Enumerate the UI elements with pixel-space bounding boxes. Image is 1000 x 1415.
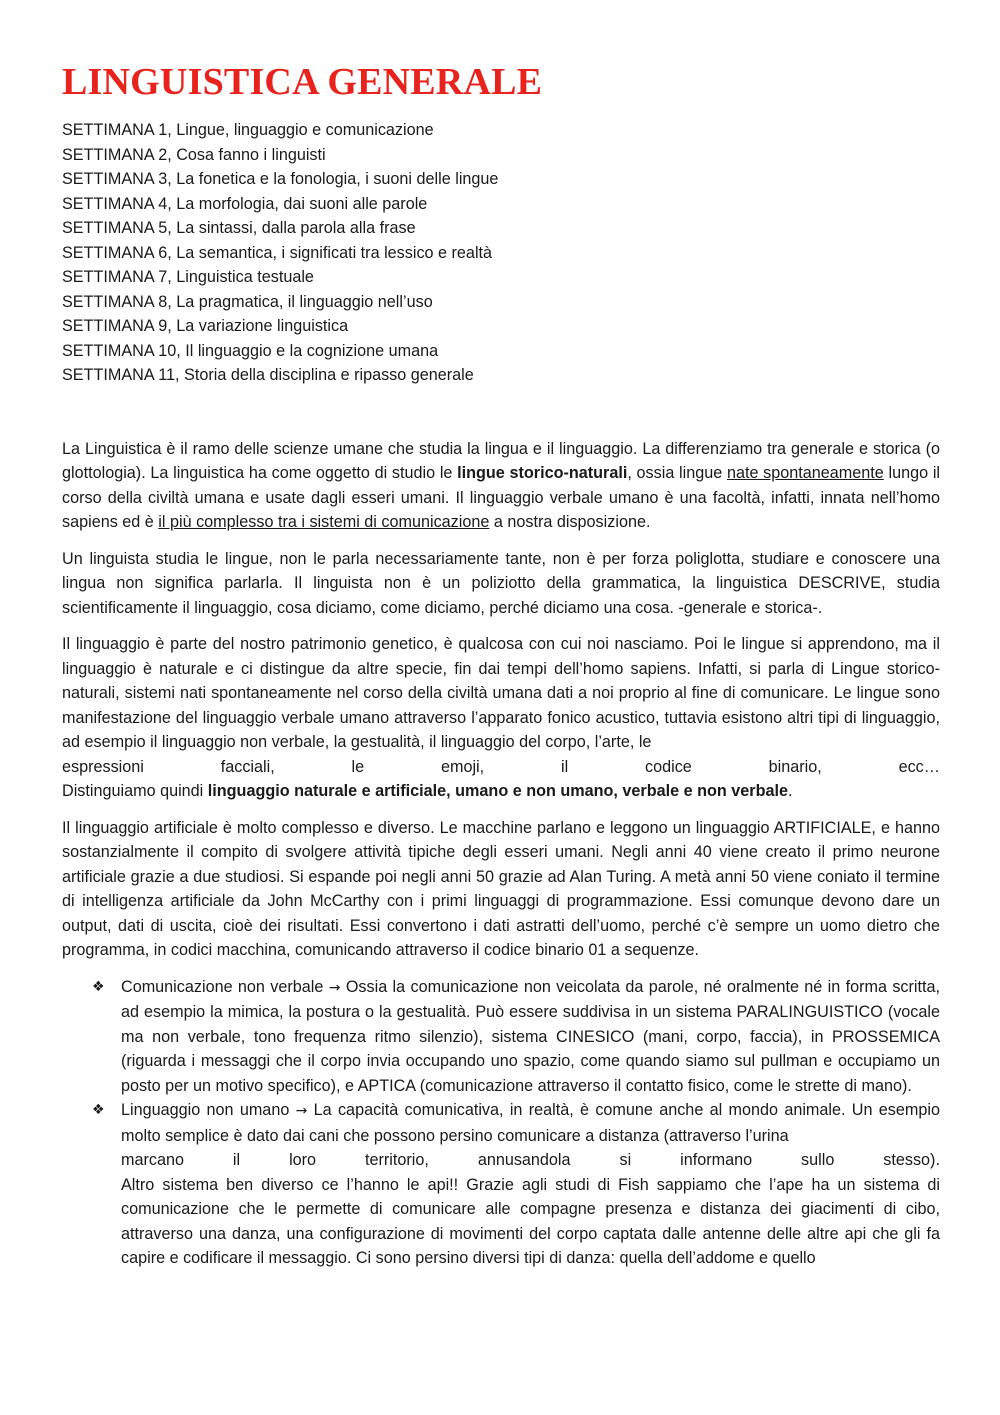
- word: annusandola: [477, 1151, 571, 1169]
- week-item: SETTIMANA 3, La fonetica e la fonologia, i suoni delle lingue: [62, 170, 499, 188]
- bullet-list: [62, 975, 940, 1271]
- text-run: a nostra disposizione.: [489, 513, 651, 531]
- week-item: SETTIMANA 2, Cosa fanno i linguisti: [62, 145, 326, 164]
- paragraph-language: [62, 632, 940, 804]
- list-item: [62, 1098, 940, 1271]
- text-run: Distinguiamo quindi: [62, 782, 208, 800]
- week-item: SETTIMANA 7, Linguistica testuale: [62, 268, 314, 286]
- arrow-right-icon: →: [295, 1103, 308, 1119]
- word: il: [560, 757, 569, 776]
- word: emoji,: [440, 757, 485, 776]
- text-run: Il linguaggio è parte del nostro patrimonio genetico, è qualcosa con cui noi nasciamo. Poi le lingue si apprendono, ma il linguaggio è naturale e ci distingue da altre specie, fin dai tempi dell’homo sapiens. Infatti, si parla di Lingue storico-naturali, sistemi nati spontaneamente nel corso della civiltà umana dati a noi proprio al fine di comunicare. Le lingue sono manifestazione del linguaggio verbale umano attraverso l’apparato fonico acustico, tuttavia esistono altri tipi di linguaggio, ad esempio il linguaggio non verbale, la gestualità, il linguaggio del corpo, l’arte, le: [62, 635, 940, 751]
- paragraph-linguist: Un linguista studia le lingue, non le parla necessariamente tante, non è per forza poliglotta, studiare e conoscere una lingua non significa parlarla. Il linguista non è un poliziotto della grammatica, la linguistica DESCRIVE, studia scientificamente il linguaggio, cosa diciamo, come diciamo, perché diciamo una cosa. -generale e storica-.: [62, 549, 940, 617]
- week-item: SETTIMANA 10, Il linguaggio e la cognizione umana: [62, 341, 439, 360]
- document-page: [62, 58, 940, 1271]
- week-item: SETTIMANA 1, Lingue, linguaggio e comunicazione: [62, 121, 434, 139]
- word: stesso).: [883, 1151, 940, 1169]
- word: espressioni: [62, 757, 144, 776]
- word: sullo: [801, 1151, 835, 1169]
- paragraph-artificial: Il linguaggio artificiale è molto complesso e diverso. Le macchine parlano e leggono un linguaggio ARTIFICIALE, e hanno sostanzialmente il compito di svolgere attività tipiche degli esseri umani. Negli anni 40 viene creato il primo neurone artificiale grazie a due studiosi. Si espande poi negli anni 50 grazie ad Alan Turing. A metà anni 50 viene coniato il termine di intelligenza artificiale da John McCarthy con i primi linguaggi di programmazione. Essi comunque devono dare un output, dati di uscita, cioè dei risultati. Essi convertono i dati astratti dell’uomo, perché c’è sempre un uomo dietro che programma, in codici macchina, comunicando attraverso il codice binario 01 a sequenze.: [62, 818, 940, 959]
- underlined-term: nate spontaneamente: [726, 464, 884, 482]
- justified-line: [62, 755, 940, 780]
- bullet-text: Ossia la comunicazione non veicolata da parole, né oralmente né in forma scritta, ad esempio la mimica, la postura o la gestualità. Può essere suddivisa in un sistema PARALINGUISTICO (vocale ma non verbale, tono frequenza ritmo silenzio), sistema CINESICO (mani, corpo, faccia), in PROSSEMICA (riguarda i messaggi che il corpo invia occupando uno spazio, come quando siamo sul pullman e occupiamo un posto per un motivo specifico), e APTICA (comunicazione attraverso il contatto fisico, come le strette di mano).: [121, 977, 940, 1095]
- diamond-bullet-icon: ❖: [92, 978, 105, 995]
- word: si: [619, 1151, 632, 1169]
- bullet-heading: Comunicazione non verbale: [121, 977, 329, 996]
- word: binario,: [768, 757, 822, 776]
- bullet-heading: Linguaggio non umano: [121, 1101, 296, 1119]
- word: marcano: [121, 1151, 184, 1169]
- week-item: SETTIMANA 11, Storia della disciplina e ripasso generale: [62, 366, 474, 384]
- diamond-bullet-icon: ❖: [92, 1102, 105, 1118]
- text-run: lungo il corso della civiltà umana e usate dagli esseri umani. Il linguaggio verbale umano è una facoltà, infatti, innata nell’homo sapiens ed è: [62, 464, 941, 531]
- week-item: SETTIMANA 4, La morfologia, dai suoni alle parole: [62, 194, 428, 213]
- word: loro: [289, 1151, 317, 1169]
- word: le: [351, 757, 365, 776]
- word: codice: [645, 757, 692, 776]
- paragraph-intro: [62, 437, 940, 535]
- underlined-term: il più complesso tra i sistemi di comunicazione: [158, 513, 490, 531]
- word: facciali,: [220, 757, 275, 776]
- text-run: La Linguistica è il ramo delle scienze umane che studia la lingua e il linguaggio. La differenziamo tra generale e storica (o glottologia). La linguistica ha come oggetto di studio le: [62, 439, 940, 482]
- week-item: SETTIMANA 5, La sintassi, dalla parola alla frase: [62, 219, 416, 237]
- word: informano: [680, 1151, 753, 1169]
- bullet-text: Altro sistema ben diverso ce l’hanno le api!! Grazie agli studi di Fish sappiamo che l’ape ha un sistema di comunicazione che le permette di comunicare alle compagne presenza e distanza dei giacimenti di cibo, attraverso una danza, una configurazione di movimenti del corpo captata dalle antenne delle altre api che gli fa capire e codificare il messaggio. Ci sono persino diversi tipi di danza: quella dell’addome e quello: [121, 1175, 940, 1267]
- text-run: .: [787, 782, 793, 800]
- bold-term: lingue storico-naturali: [457, 464, 628, 482]
- word: ecc…: [898, 757, 940, 776]
- justified-line: [121, 1148, 940, 1173]
- week-item: SETTIMANA 6, La semantica, i significati tra lessico e realtà: [62, 243, 493, 262]
- bold-term: linguaggio naturale e artificiale, umano e non umano, verbale e non verbale: [207, 782, 788, 800]
- weeks-list: [62, 118, 940, 388]
- week-item: SETTIMANA 9, La variazione linguistica: [62, 317, 349, 335]
- word: il: [232, 1151, 241, 1169]
- week-item: SETTIMANA 8, La pragmatica, il linguaggio nell’uso: [62, 292, 433, 311]
- bullet-text: La capacità comunicativa, in realtà, è comune anche al mondo animale. Un esempio molto semplice è dato dai cani che possono persino comunicare a distanza (attraverso l’urina: [121, 1101, 940, 1145]
- document-title: LINGUISTICA GENERALE: [62, 61, 543, 103]
- spacer: [62, 388, 940, 437]
- arrow-right-icon: →: [328, 979, 341, 996]
- text-run: , ossia lingue: [627, 464, 727, 482]
- word: territorio,: [365, 1151, 429, 1169]
- list-item: [62, 975, 940, 1099]
